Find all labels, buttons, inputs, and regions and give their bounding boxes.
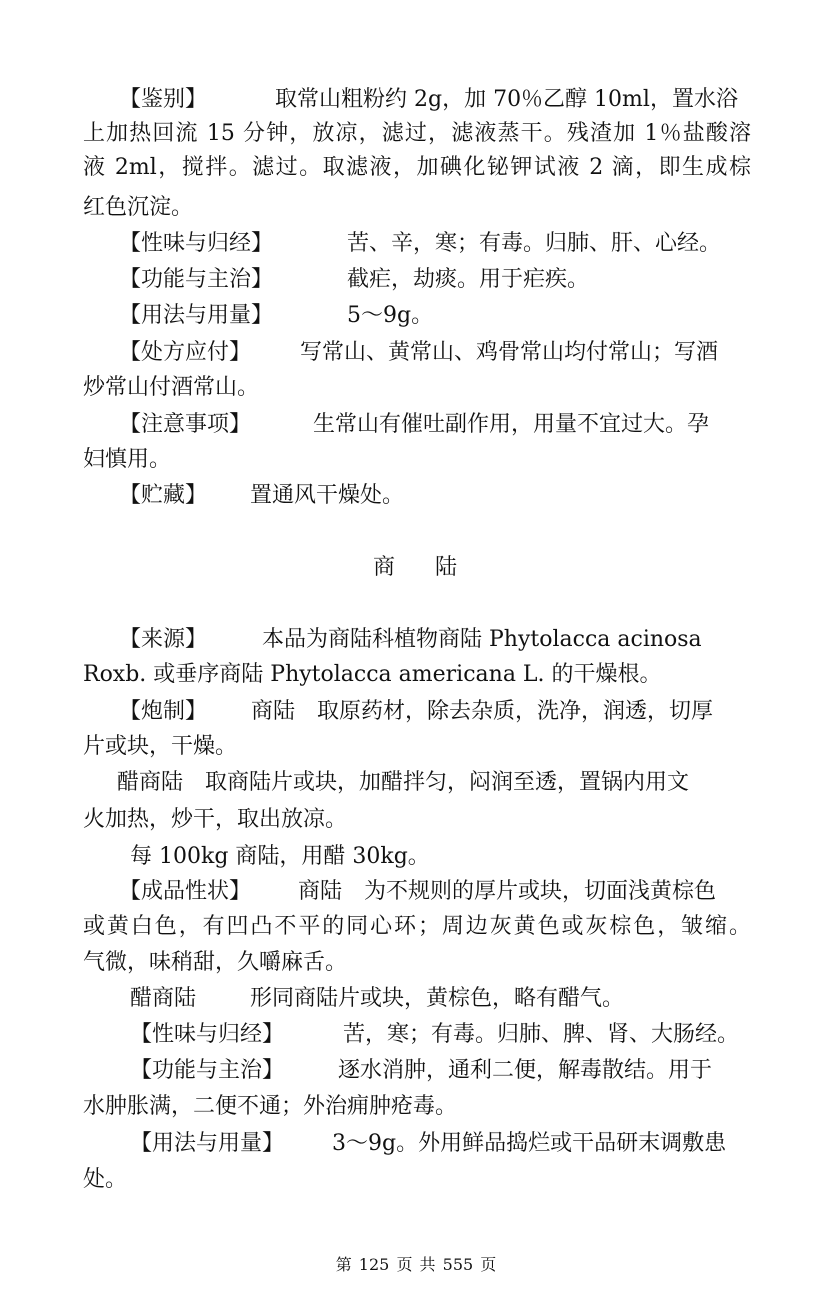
zhucang-text: 置通风干燥处。 (250, 483, 405, 508)
chufang-text: 写常山、黄常山、鸡骨常山均付常山；写酒 (300, 340, 719, 365)
zhucang-label: 【贮藏】 (119, 483, 208, 508)
cu-line-1 (0, 768, 832, 798)
paozhi-label: 【炮制】 (119, 699, 208, 724)
paozhi-text: 商陆 取原药材，除去杂质，洗净，润透，切厚 (251, 699, 714, 724)
cu-line-2 (0, 805, 832, 835)
paozhi-line-1 (0, 697, 832, 727)
xingwei-text: 苦、辛，寒；有毒。归肺、肝、心经。 (347, 231, 722, 256)
laiyuan-label: 【来源】 (119, 627, 208, 652)
xingzhuang-text-3: 气微，味稍甜，久嚼麻舌。 (83, 950, 348, 975)
gongneng2-line-1 (0, 1056, 832, 1086)
chufang-line-1 (0, 338, 832, 368)
jianbie-text-4: 红色沉淀。 (83, 195, 194, 220)
yongfa2-label: 【用法与用量】 (130, 1131, 285, 1156)
paozhi-text-2: 片或块，干燥。 (83, 734, 238, 759)
footer-gong: 共 (419, 1255, 436, 1274)
footer-ye-2: 页 (480, 1255, 497, 1274)
zhuyi-line-2 (0, 445, 832, 475)
chufang-line-2 (0, 373, 832, 403)
zhuyi-text-2: 妇慎用。 (83, 447, 172, 472)
cu-ratio-line (0, 842, 832, 872)
gongneng2-text: 逐水消肿，通利二便，解毒散结。用于 (338, 1058, 713, 1083)
zhucang-line (0, 481, 832, 511)
jianbie-line-4 (0, 193, 832, 223)
entry-title-char-1: 商 (373, 555, 396, 580)
footer-di: 第 (335, 1255, 352, 1274)
xingwei-line (0, 229, 832, 259)
jianbie-line-1 (0, 85, 832, 115)
xingwei-label: 【性味与归经】 (119, 231, 274, 256)
laiyuan-text-2: Roxb. 或垂序商陆 Phytolacca americana L. 的干燥根。 (83, 662, 662, 687)
zhuyi-line-1 (0, 410, 832, 440)
cu-xingzhuang-line (0, 984, 832, 1014)
total-page-count: 555 (442, 1255, 474, 1274)
yongfa2-line-2 (0, 1165, 832, 1195)
yongfa-line (0, 301, 832, 331)
jianbie-text-2: 上加热回流 15 分钟，放凉，滤过，滤液蒸干。残渣加 1％盐酸溶 (83, 121, 751, 146)
xingzhuang-line-1 (0, 877, 832, 907)
laiyuan-line-1 (0, 625, 832, 655)
chufang-label: 【处方应付】 (119, 340, 252, 365)
jianbie-label: 【鉴别】 (119, 87, 208, 112)
xingzhuang-line-3 (0, 948, 832, 978)
jianbie-text-3: 液 2ml，搅拌。滤过。取滤液，加碘化铋钾试液 2 滴，即生成棕 (83, 155, 751, 180)
gongneng2-text-2: 水肿胀满，二便不通；外治痈肿疮毒。 (83, 1094, 458, 1119)
cu-xingzhuang-text: 形同商陆片或块，黄棕色，略有醋气。 (250, 986, 625, 1011)
xingzhuang-line-2 (0, 912, 832, 942)
paozhi-line-2 (0, 732, 832, 762)
jianbie-text: 取常山粗粉约 2g，加 70％乙醇 10ml，置水浴 (275, 87, 738, 112)
gongneng-label: 【功能与主治】 (119, 267, 274, 292)
yongfa2-text: 3～9g。外用鲜品捣烂或干品研末调敷患 (332, 1131, 727, 1156)
zhuyi-label: 【注意事项】 (119, 412, 252, 437)
xingwei2-label: 【性味与归经】 (130, 1022, 285, 1047)
gongneng-text: 截疟，劫痰。用于疟疾。 (347, 267, 590, 292)
yongfa2-text-2: 处。 (83, 1167, 128, 1192)
gongneng2-label: 【功能与主治】 (130, 1058, 285, 1083)
cu-text-2: 火加热，炒干，取出放凉。 (83, 807, 348, 832)
yongfa2-line-1 (0, 1129, 832, 1159)
laiyuan-line-2 (0, 660, 832, 690)
laiyuan-text: 本品为商陆科植物商陆 Phytolacca acinosa (262, 627, 702, 652)
page-footer (0, 1254, 832, 1276)
cu-ratio-text: 每 100kg 商陆，用醋 30kg。 (130, 844, 430, 869)
xingwei2-line (0, 1020, 832, 1050)
chufang-text-2: 炒常山付酒常山。 (83, 375, 260, 400)
cu-text-1: 醋商陆 取商陆片或块，加醋拌匀，闷润至透，置锅内用文 (117, 770, 690, 795)
xingzhuang-text-2: 或黄白色，有凹凸不平的同心环；周边灰黄色或灰棕色，皱缩。 (83, 914, 751, 939)
current-page-number: 125 (358, 1255, 390, 1274)
xingzhuang-label: 【成品性状】 (119, 879, 252, 904)
yongfa-label: 【用法与用量】 (119, 303, 274, 328)
xingzhuang-text: 商陆 为不规则的厚片或块，切面浅黄棕色 (298, 879, 717, 904)
entry-title-char-2: 陆 (435, 555, 458, 580)
xingwei2-text: 苦，寒；有毒。归肺、脾、肾、大肠经。 (343, 1022, 740, 1047)
footer-ye-1: 页 (396, 1255, 413, 1274)
gongneng-line (0, 265, 832, 295)
jianbie-line-3 (0, 153, 832, 183)
zhuyi-text: 生常山有催吐副作用，用量不宜过大。孕 (313, 412, 710, 437)
jianbie-line-2 (0, 119, 832, 149)
gongneng2-line-2 (0, 1092, 832, 1122)
yongfa-text: 5～9g。 (347, 303, 434, 328)
cu-xingzhuang-label: 醋商陆 (130, 986, 197, 1011)
